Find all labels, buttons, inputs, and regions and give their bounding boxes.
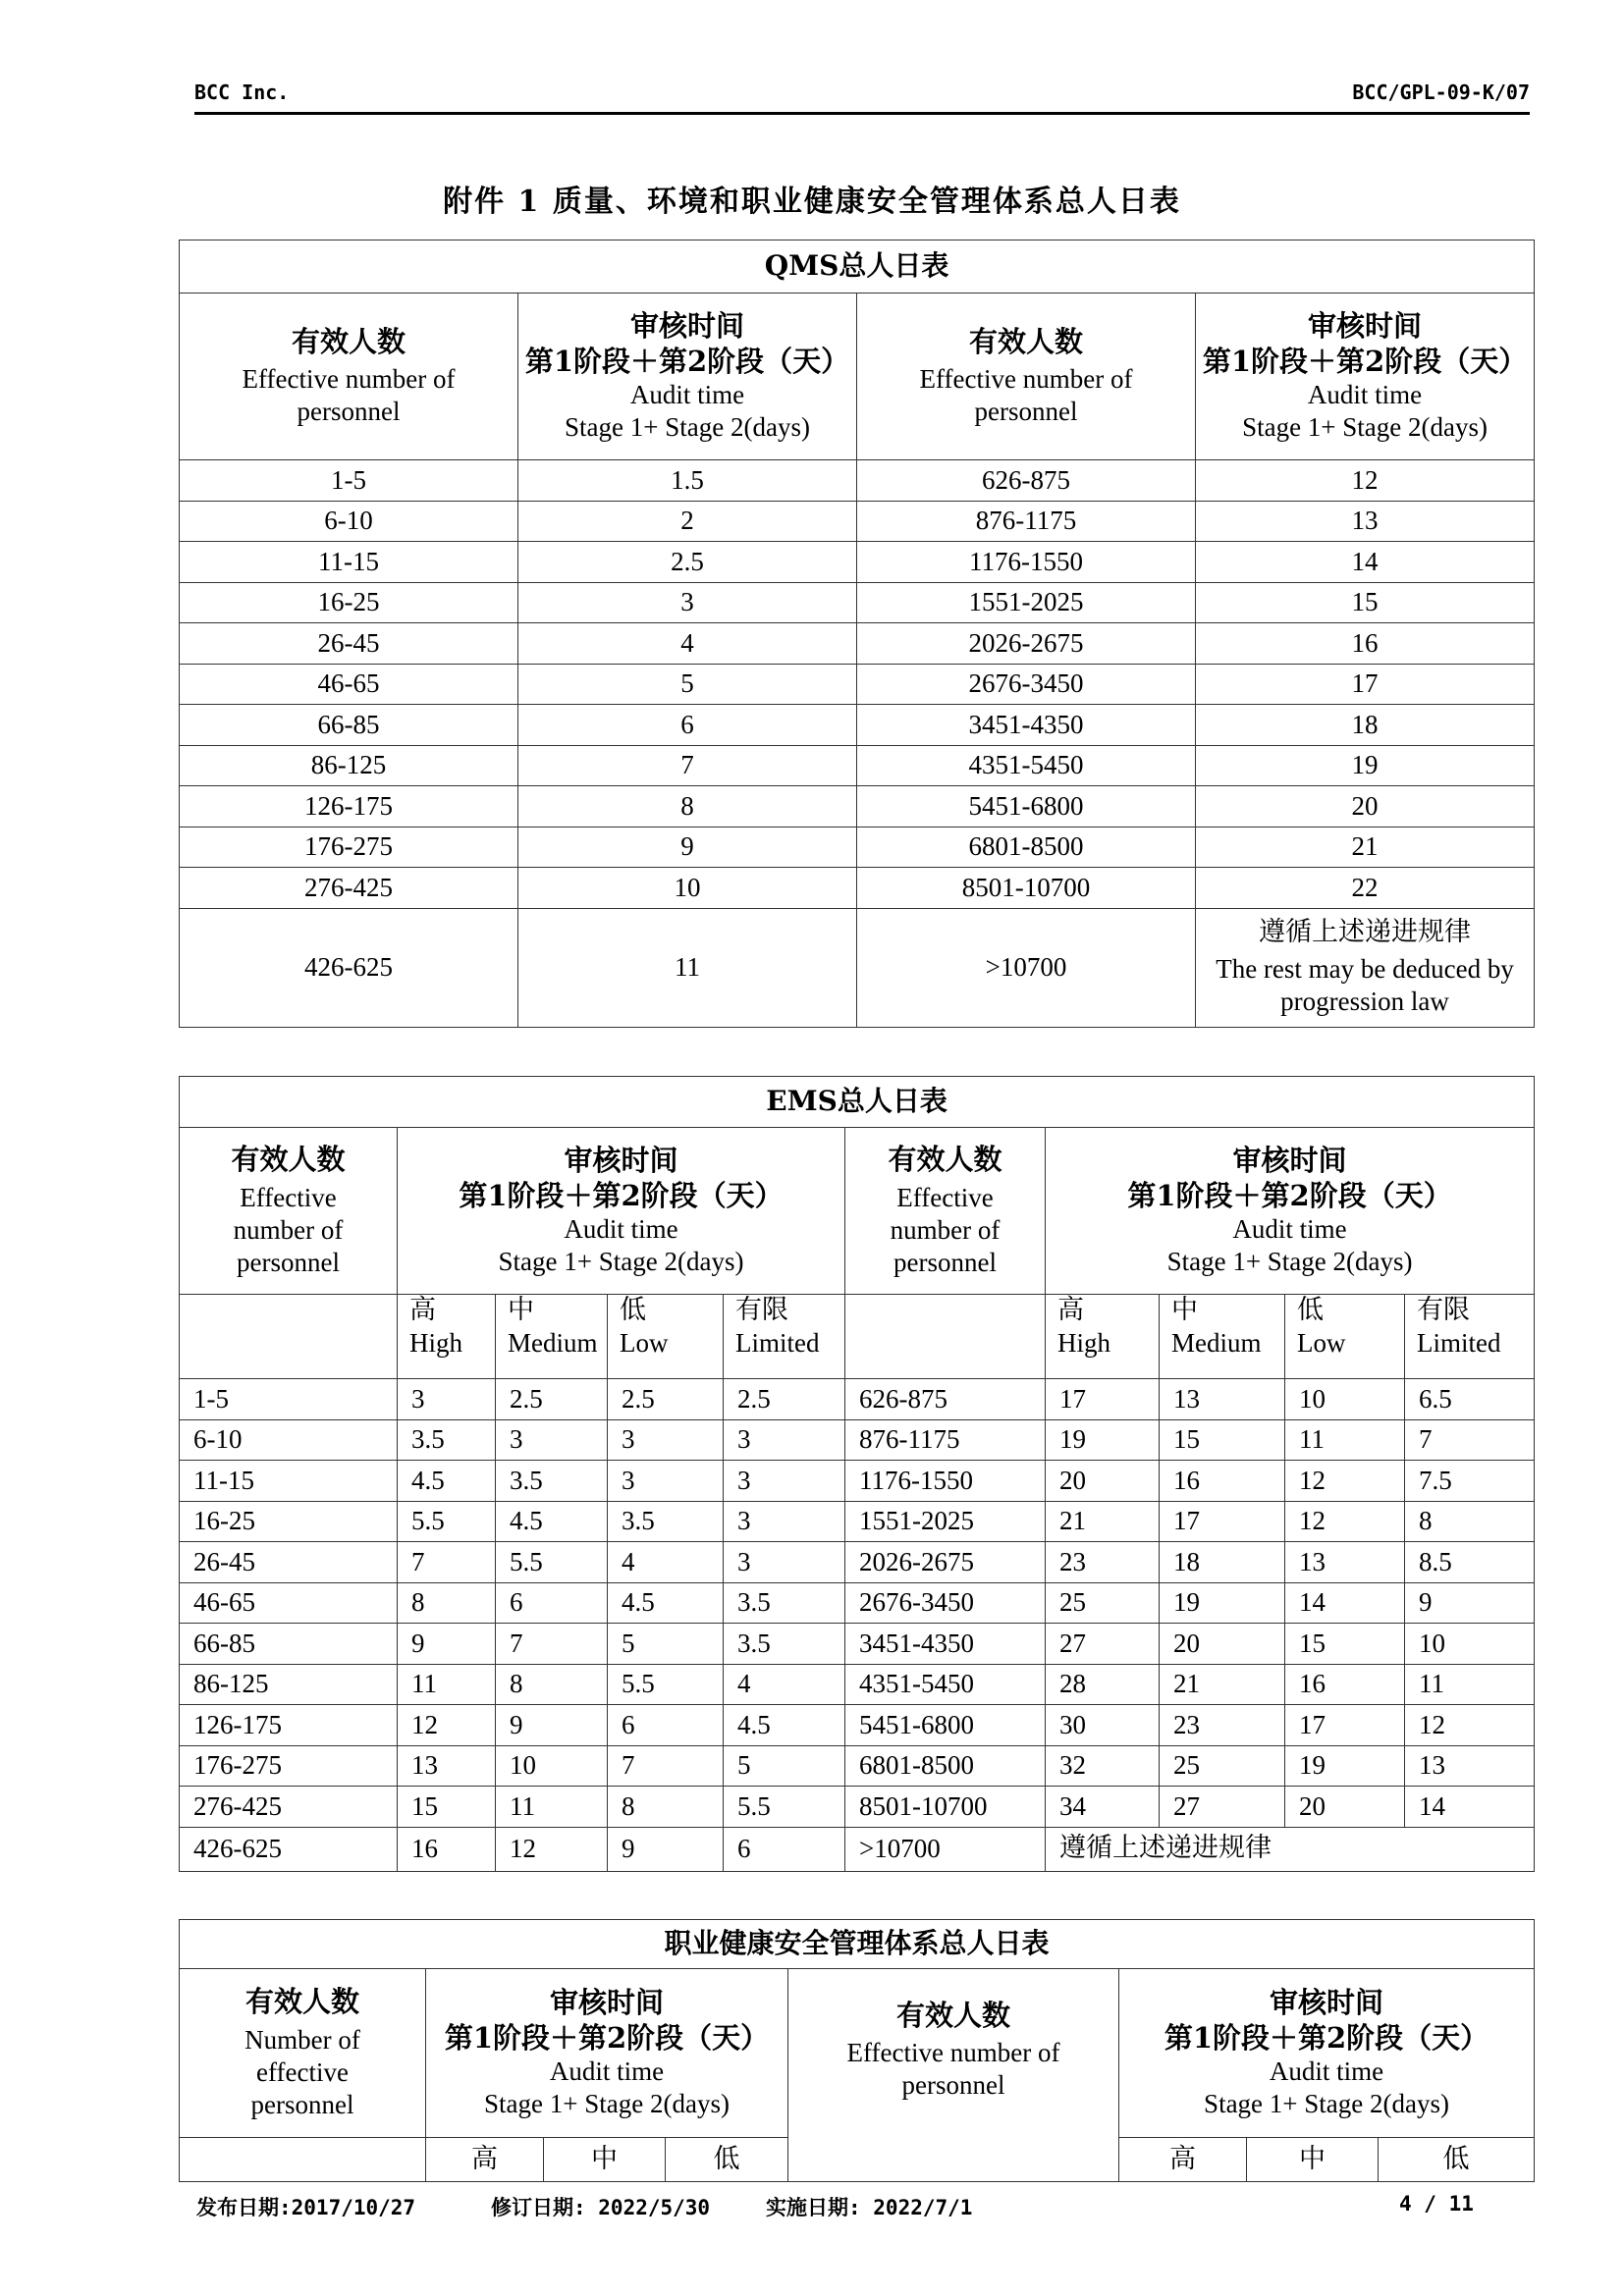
table-cell: 6801-8500 <box>845 1745 1046 1787</box>
table-cell: 276-425 <box>180 868 518 909</box>
table-cell: 6.5 <box>1405 1379 1535 1420</box>
document-code: BCC/GPL-09-K/07 <box>1352 80 1530 104</box>
table-cell: 遵循上述递进规律 <box>1046 1827 1535 1871</box>
table-cell: 5 <box>724 1745 845 1787</box>
qms-header-effective: 有效人数 Effective number of personnel <box>180 294 518 460</box>
table-cell <box>180 1295 398 1379</box>
table-cell: 5 <box>608 1624 724 1665</box>
table-row <box>180 1705 1535 1746</box>
table-cell: 7 <box>398 1542 496 1583</box>
table-cell: 10 <box>1405 1624 1535 1665</box>
table-cell: 19 <box>1196 745 1535 786</box>
table-cell: 10 <box>518 868 857 909</box>
table-cell: 3.5 <box>398 1419 496 1461</box>
table-cell: 15 <box>1160 1419 1285 1461</box>
table-cell: 2.5 <box>518 542 857 583</box>
table-cell: 3 <box>724 1419 845 1461</box>
table-cell: 4 <box>724 1664 845 1705</box>
table-cell: 626-875 <box>845 1379 1046 1420</box>
table-row <box>180 501 1535 542</box>
ems-header-effective-2: 有效人数 Effective number of personnel <box>845 1128 1046 1295</box>
table-cell: 8.5 <box>1405 1542 1535 1583</box>
table-row <box>180 1787 1535 1828</box>
table-row <box>180 664 1535 705</box>
table-cell: 3.5 <box>496 1461 608 1502</box>
table-cell: 25 <box>1160 1745 1285 1787</box>
table-cell: 16-25 <box>180 1501 398 1542</box>
table-cell: 86-125 <box>180 745 518 786</box>
table-cell: 6-10 <box>180 1419 398 1461</box>
table-cell: 16-25 <box>180 582 518 623</box>
table-cell: 6 <box>518 705 857 746</box>
table-cell: 18 <box>1160 1542 1285 1583</box>
table-cell: 1551-2025 <box>845 1501 1046 1542</box>
table-cell: 4.5 <box>398 1461 496 1502</box>
table-cell: 13 <box>1285 1542 1405 1583</box>
table-cell: 1176-1550 <box>845 1461 1046 1502</box>
table-cell: 9 <box>518 827 857 868</box>
table-cell: 25 <box>1046 1582 1160 1624</box>
table-cell: 3 <box>724 1501 845 1542</box>
table-cell: 19 <box>1160 1582 1285 1624</box>
table-cell: 16 <box>1285 1664 1405 1705</box>
table-cell: 20 <box>1285 1787 1405 1828</box>
table-cell: 27 <box>1046 1624 1160 1665</box>
table-row <box>180 460 1535 502</box>
table-cell: 12 <box>1285 1501 1405 1542</box>
company-name: BCC Inc. <box>194 80 290 104</box>
table-cell: 21 <box>1046 1501 1160 1542</box>
table-cell: 1551-2025 <box>857 582 1196 623</box>
table-cell: 6801-8500 <box>857 827 1196 868</box>
table-cell: 遵循上述递进规律 The rest may be deduced by progression law <box>1196 908 1535 1027</box>
level-high: 高 <box>1119 2138 1247 2182</box>
table-row <box>180 745 1535 786</box>
table-row <box>180 1542 1535 1583</box>
table-cell: 4351-5450 <box>857 745 1196 786</box>
table-cell: 7 <box>608 1745 724 1787</box>
table-cell: 276-425 <box>180 1787 398 1828</box>
table-cell: 16 <box>398 1827 496 1871</box>
level-medium: 中 <box>544 2138 666 2182</box>
qms-header-audit: 审核时间 第1阶段＋第2阶段（天） Audit time Stage 1+ Stage 2(days) <box>518 294 857 460</box>
table-cell: 86-125 <box>180 1664 398 1705</box>
table-cell: >10700 <box>857 908 1196 1027</box>
table-cell: 5.5 <box>398 1501 496 1542</box>
table-cell: 6 <box>608 1705 724 1746</box>
table-cell: 8501-10700 <box>857 868 1196 909</box>
level-limited: 有限 Limited <box>1405 1295 1535 1379</box>
table-cell: 12 <box>496 1827 608 1871</box>
table-row <box>180 1664 1535 1705</box>
table-cell: 20 <box>1046 1461 1160 1502</box>
table-cell: 7 <box>496 1624 608 1665</box>
ohs-header-row <box>180 1969 1535 2138</box>
qms-header-effective-2: 有效人数 Effective number of personnel <box>857 294 1196 460</box>
ohs-caption: 职业健康安全管理体系总人日表 <box>180 1920 1535 1969</box>
table-cell: 2026-2675 <box>845 1542 1046 1583</box>
table-cell: 10 <box>1285 1379 1405 1420</box>
table-cell: 7 <box>1405 1419 1535 1461</box>
table-cell: 626-875 <box>857 460 1196 502</box>
table-cell: 11-15 <box>180 542 518 583</box>
table-cell: 30 <box>1046 1705 1160 1746</box>
table-cell: 3.5 <box>724 1582 845 1624</box>
table-cell: 1-5 <box>180 460 518 502</box>
table-row <box>180 1624 1535 1665</box>
ohs-table <box>179 1919 1535 2182</box>
table-row <box>180 542 1535 583</box>
level-limited: 有限 Limited <box>724 1295 845 1379</box>
level-low: 低 Low <box>608 1295 724 1379</box>
table-cell: 3 <box>724 1461 845 1502</box>
table-cell: 8501-10700 <box>845 1787 1046 1828</box>
table-cell: 19 <box>1285 1745 1405 1787</box>
table-cell: 27 <box>1160 1787 1285 1828</box>
table-cell: 4.5 <box>608 1582 724 1624</box>
table-cell: 20 <box>1160 1624 1285 1665</box>
table-cell: 10 <box>496 1745 608 1787</box>
level-medium: 中 <box>1247 2138 1379 2182</box>
table-cell: 4.5 <box>724 1705 845 1746</box>
ems-header-effective: 有效人数 Effective number of personnel <box>180 1128 398 1295</box>
table-cell: 66-85 <box>180 1624 398 1665</box>
table-cell: 16 <box>1196 623 1535 665</box>
table-cell: 3 <box>608 1461 724 1502</box>
table-cell: 6 <box>496 1582 608 1624</box>
table-cell: >10700 <box>845 1827 1046 1871</box>
table-cell: 3 <box>608 1419 724 1461</box>
table-cell: 3.5 <box>724 1624 845 1665</box>
table-cell: 1176-1550 <box>857 542 1196 583</box>
table-row <box>180 705 1535 746</box>
table-cell: 9 <box>1405 1582 1535 1624</box>
table-cell: 46-65 <box>180 664 518 705</box>
table-cell: 12 <box>398 1705 496 1746</box>
table-cell: 2.5 <box>496 1379 608 1420</box>
table-row <box>180 786 1535 828</box>
ems-header-row <box>180 1128 1535 1295</box>
table-cell: 11 <box>518 908 857 1027</box>
table-cell: 12 <box>1405 1705 1535 1746</box>
page-header <box>194 79 1530 115</box>
table-cell: 4.5 <box>496 1501 608 1542</box>
level-high: 高 High <box>1046 1295 1160 1379</box>
table-cell: 9 <box>608 1827 724 1871</box>
effective-date: 实施日期: 2022/7/1 <box>766 2196 973 2219</box>
table-cell: 11 <box>496 1787 608 1828</box>
table-cell: 7.5 <box>1405 1461 1535 1502</box>
table-cell: 46-65 <box>180 1582 398 1624</box>
table-row <box>180 1379 1535 1420</box>
table-cell: 4351-5450 <box>845 1664 1046 1705</box>
table-cell: 14 <box>1405 1787 1535 1828</box>
table-cell: 4 <box>608 1542 724 1583</box>
table-cell: 2.5 <box>608 1379 724 1420</box>
table-row <box>180 1461 1535 1502</box>
table-cell: 15 <box>1285 1624 1405 1665</box>
table-cell: 8 <box>1405 1501 1535 1542</box>
table-cell: 26-45 <box>180 1542 398 1583</box>
table-cell: 876-1175 <box>845 1419 1046 1461</box>
table-cell: 22 <box>1196 868 1535 909</box>
table-cell: 17 <box>1285 1705 1405 1746</box>
table-cell: 3 <box>518 582 857 623</box>
table-cell: 1.5 <box>518 460 857 502</box>
page-title: 附件 1 质量、环境和职业健康安全管理体系总人日表 <box>443 185 1181 219</box>
table-cell: 5451-6800 <box>845 1705 1046 1746</box>
table-cell: 2026-2675 <box>857 623 1196 665</box>
table-cell <box>845 1295 1046 1379</box>
table-cell: 3 <box>398 1379 496 1420</box>
table-cell: 12 <box>1285 1461 1405 1502</box>
table-cell: 11 <box>398 1664 496 1705</box>
page-number: 4 / 11 <box>1399 2192 1474 2216</box>
table-cell: 8 <box>496 1664 608 1705</box>
level-high: 高 High <box>398 1295 496 1379</box>
table-cell: 28 <box>1046 1664 1160 1705</box>
table-cell: 8 <box>608 1787 724 1828</box>
level-high: 高 <box>426 2138 544 2182</box>
ohs-header-effective: 有效人数 Number of effective personnel <box>180 1969 426 2138</box>
table-cell: 3451-4350 <box>845 1624 1046 1665</box>
table-cell: 14 <box>1285 1582 1405 1624</box>
table-cell: 5 <box>518 664 857 705</box>
table-cell: 20 <box>1196 786 1535 828</box>
table-cell: 21 <box>1196 827 1535 868</box>
table-cell: 426-625 <box>180 1827 398 1871</box>
table-cell: 3451-4350 <box>857 705 1196 746</box>
table-cell: 13 <box>1405 1745 1535 1787</box>
qms-caption: QMS总人日表 <box>180 240 1535 294</box>
table-cell: 426-625 <box>180 908 518 1027</box>
qms-header-row <box>180 294 1535 460</box>
table-cell: 4 <box>518 623 857 665</box>
table-cell: 17 <box>1046 1379 1160 1420</box>
table-cell: 19 <box>1046 1419 1160 1461</box>
table-cell: 2.5 <box>724 1379 845 1420</box>
table-cell: 26-45 <box>180 623 518 665</box>
table-cell: 5.5 <box>724 1787 845 1828</box>
table-row <box>180 1419 1535 1461</box>
table-cell: 176-275 <box>180 1745 398 1787</box>
issue-date: 发布日期:2017/10/27 <box>196 2196 416 2219</box>
table-cell: 3 <box>496 1419 608 1461</box>
qms-table <box>179 240 1535 1028</box>
table-cell: 6 <box>724 1827 845 1871</box>
ohs-header-effective-2: 有效人数 Effective number of personnel <box>788 1969 1119 2182</box>
table-cell: 7 <box>518 745 857 786</box>
ems-level-row <box>180 1295 1535 1379</box>
table-cell: 32 <box>1046 1745 1160 1787</box>
table-cell: 2676-3450 <box>845 1582 1046 1624</box>
table-cell: 11-15 <box>180 1461 398 1502</box>
table-cell: 23 <box>1046 1542 1160 1583</box>
table-cell: 66-85 <box>180 705 518 746</box>
table-cell: 9 <box>398 1624 496 1665</box>
revision-date: 修订日期: 2022/5/30 <box>491 2196 711 2219</box>
ems-header-audit-2: 审核时间 第1阶段＋第2阶段（天） Audit time Stage 1+ Stage 2(days) <box>1046 1128 1535 1295</box>
table-cell: 21 <box>1160 1664 1285 1705</box>
ems-caption: EMS总人日表 <box>180 1077 1535 1128</box>
table-cell: 23 <box>1160 1705 1285 1746</box>
table-row <box>180 623 1535 665</box>
table-cell: 1-5 <box>180 1379 398 1420</box>
table-cell: 3.5 <box>608 1501 724 1542</box>
qms-last-row <box>180 908 1535 1027</box>
table-cell: 3 <box>724 1542 845 1583</box>
level-low: 低 <box>1379 2138 1535 2182</box>
table-cell: 13 <box>1160 1379 1285 1420</box>
table-cell: 876-1175 <box>857 501 1196 542</box>
table-cell: 15 <box>398 1787 496 1828</box>
table-cell: 5.5 <box>496 1542 608 1583</box>
table-cell: 18 <box>1196 705 1535 746</box>
table-row <box>180 827 1535 868</box>
table-row <box>180 868 1535 909</box>
level-low: 低 <box>666 2138 788 2182</box>
ohs-header-audit-2: 审核时间 第1阶段＋第2阶段（天） Audit time Stage 1+ Stage 2(days) <box>1119 1969 1535 2138</box>
table-row <box>180 1745 1535 1787</box>
table-cell: 14 <box>1196 542 1535 583</box>
table-cell: 126-175 <box>180 1705 398 1746</box>
table-cell: 15 <box>1196 582 1535 623</box>
table-cell: 16 <box>1160 1461 1285 1502</box>
table-cell: 126-175 <box>180 786 518 828</box>
table-cell: 11 <box>1285 1419 1405 1461</box>
ems-header-audit: 审核时间 第1阶段＋第2阶段（天） Audit time Stage 1+ Stage 2(days) <box>398 1128 845 1295</box>
table-cell: 11 <box>1405 1664 1535 1705</box>
ohs-header-audit: 审核时间 第1阶段＋第2阶段（天） Audit time Stage 1+ Stage 2(days) <box>426 1969 788 2138</box>
table-cell: 8 <box>398 1582 496 1624</box>
table-cell: 17 <box>1160 1501 1285 1542</box>
table-cell: 9 <box>496 1705 608 1746</box>
level-medium: 中 Medium <box>1160 1295 1285 1379</box>
table-cell: 176-275 <box>180 827 518 868</box>
table-cell: 2 <box>518 501 857 542</box>
table-cell: 17 <box>1196 664 1535 705</box>
table-cell: 13 <box>1196 501 1535 542</box>
table-cell: 13 <box>398 1745 496 1787</box>
table-cell: 8 <box>518 786 857 828</box>
qms-header-audit-2: 审核时间 第1阶段＋第2阶段（天） Audit time Stage 1+ Stage 2(days) <box>1196 294 1535 460</box>
table-cell: 34 <box>1046 1787 1160 1828</box>
level-medium: 中 Medium <box>496 1295 608 1379</box>
ems-last-row <box>180 1827 1535 1871</box>
table-cell: 12 <box>1196 460 1535 502</box>
table-cell: 5.5 <box>608 1664 724 1705</box>
table-cell: 2676-3450 <box>857 664 1196 705</box>
table-row <box>180 1582 1535 1624</box>
level-low: 低 Low <box>1285 1295 1405 1379</box>
ems-table <box>179 1076 1535 1872</box>
table-cell: 5451-6800 <box>857 786 1196 828</box>
table-row <box>180 582 1535 623</box>
table-cell <box>180 2138 426 2182</box>
table-cell: 6-10 <box>180 501 518 542</box>
table-row <box>180 1501 1535 1542</box>
